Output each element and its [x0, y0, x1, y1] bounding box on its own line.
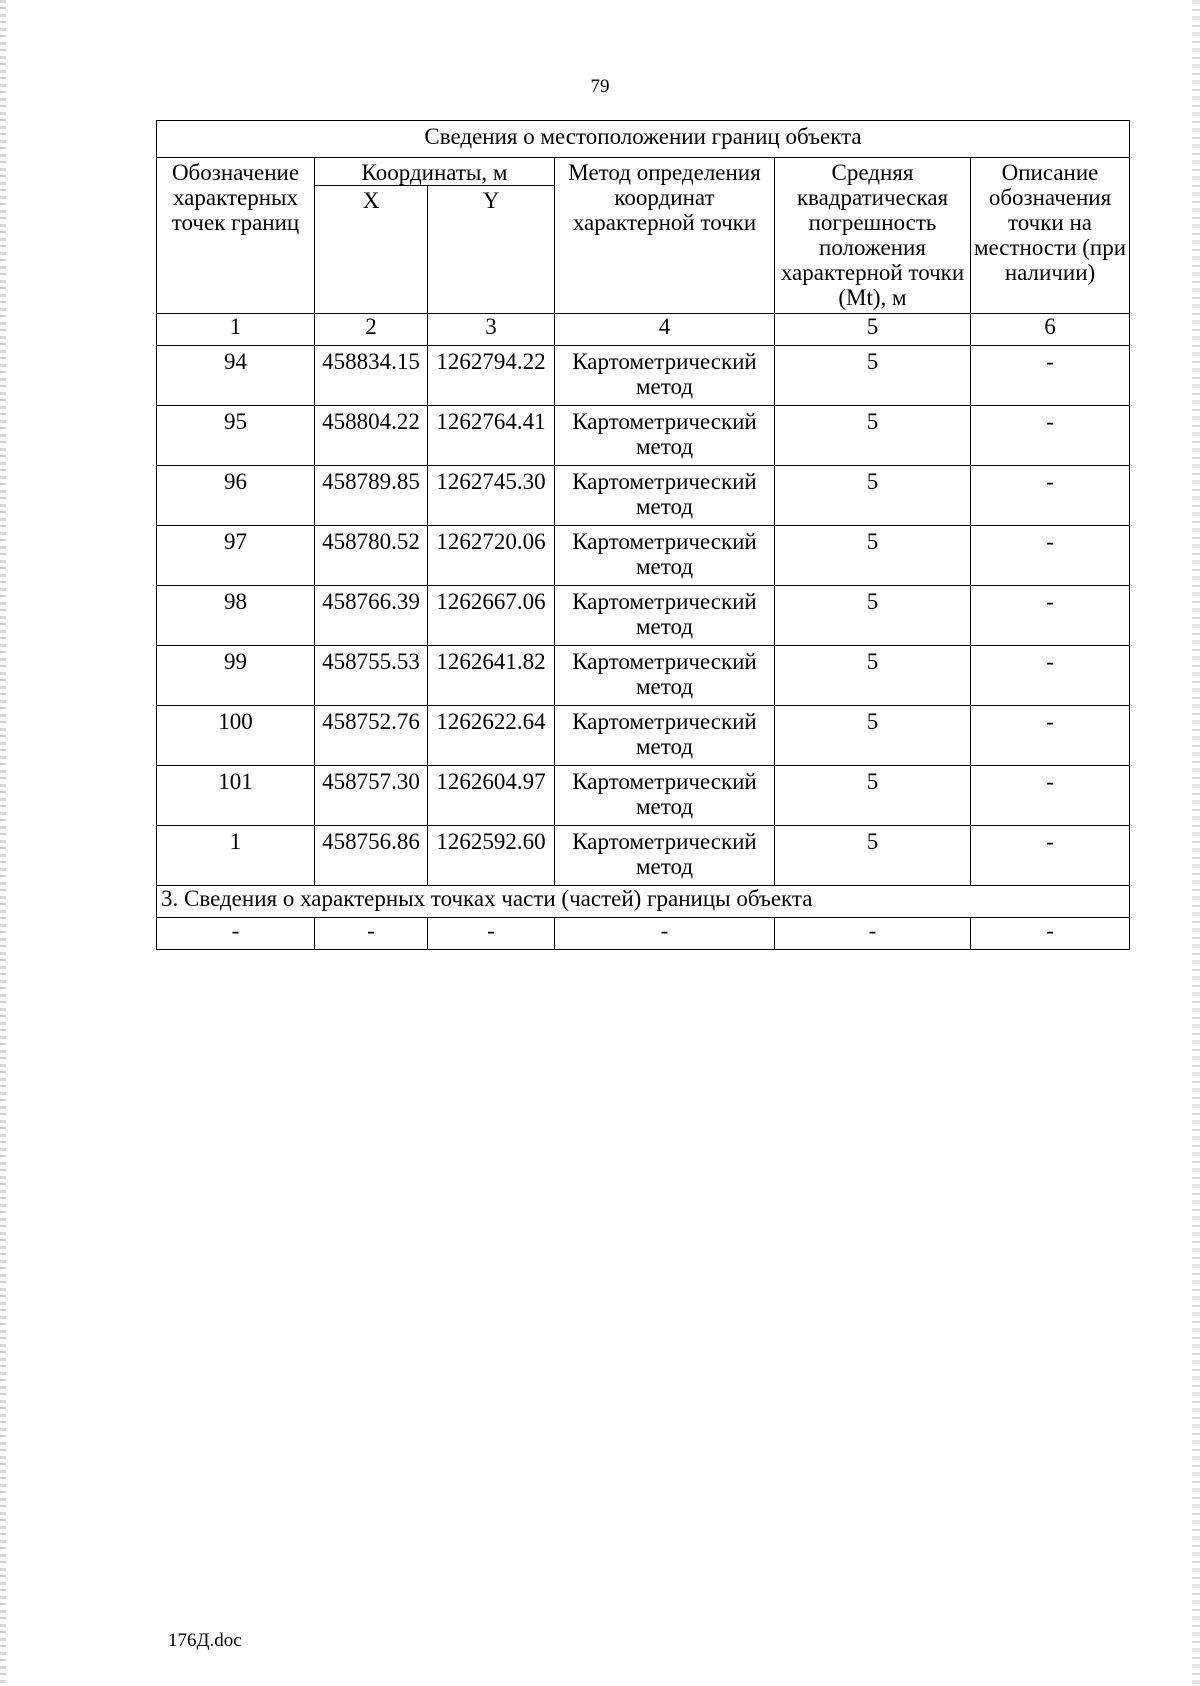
column-number: 4: [555, 314, 775, 346]
x-cell: 458756.86: [315, 826, 428, 886]
description-cell: -: [971, 586, 1130, 646]
x-cell: 458757.30: [315, 766, 428, 826]
description-cell: -: [971, 826, 1130, 886]
header-error: Средняя квадратическая погрешность положения характерной точки (Mt), м: [775, 158, 971, 314]
x-cell: 458766.39: [315, 586, 428, 646]
error-cell: 5: [775, 586, 971, 646]
x-cell: 458780.52: [315, 526, 428, 586]
dash-cell: -: [775, 918, 971, 950]
description-cell: -: [971, 646, 1130, 706]
scan-edge-left: [0, 0, 6, 1686]
dash-cell: -: [971, 918, 1130, 950]
description-cell: -: [971, 766, 1130, 826]
point-cell: 94: [157, 346, 315, 406]
point-cell: 95: [157, 406, 315, 466]
y-cell: 1262622.64: [428, 706, 555, 766]
boundary-table: [156, 120, 1130, 950]
y-cell: 1262592.60: [428, 826, 555, 886]
section-3-title: 3. Сведения о характерных точках части (частей) границы объекта: [157, 886, 1130, 918]
footer-filename: 176Д.doc: [168, 1630, 242, 1651]
point-cell: 98: [157, 586, 315, 646]
description-cell: -: [971, 346, 1130, 406]
method-cell: Картометрический метод: [555, 766, 775, 826]
header-coordinates: Координаты, м: [315, 158, 555, 186]
x-cell: 458789.85: [315, 466, 428, 526]
section-3-row: [157, 918, 1130, 950]
y-cell: 1262745.30: [428, 466, 555, 526]
y-cell: 1262604.97: [428, 766, 555, 826]
header-description: Описание обозначения точки на местности (при наличии): [971, 158, 1130, 314]
header-point-designation: Обозначение характерных точек границ: [157, 158, 315, 314]
point-cell: 96: [157, 466, 315, 526]
error-cell: 5: [775, 826, 971, 886]
table-title: Сведения о местоположении границ объекта: [157, 121, 1130, 158]
point-cell: 99: [157, 646, 315, 706]
description-cell: -: [971, 706, 1130, 766]
x-cell: 458755.53: [315, 646, 428, 706]
column-numbers-row: [157, 314, 1130, 346]
description-cell: -: [971, 466, 1130, 526]
point-cell: 101: [157, 766, 315, 826]
dash-cell: -: [428, 918, 555, 950]
table-row: [157, 406, 1130, 466]
description-cell: -: [971, 526, 1130, 586]
x-cell: 458752.76: [315, 706, 428, 766]
description-cell: -: [971, 406, 1130, 466]
method-cell: Картометрический метод: [555, 406, 775, 466]
column-number: 2: [315, 314, 428, 346]
x-cell: 458804.22: [315, 406, 428, 466]
y-cell: 1262794.22: [428, 346, 555, 406]
page-number: 79: [590, 76, 610, 97]
table-row: [157, 346, 1130, 406]
point-cell: 100: [157, 706, 315, 766]
header-y: Y: [428, 186, 555, 314]
dash-cell: -: [157, 918, 315, 950]
error-cell: 5: [775, 526, 971, 586]
method-cell: Картометрический метод: [555, 706, 775, 766]
scan-edge-right: [1192, 0, 1200, 1686]
dash-cell: -: [555, 918, 775, 950]
table-row: [157, 646, 1130, 706]
point-cell: 1: [157, 826, 315, 886]
header-method: Метод определения координат характерной точки: [555, 158, 775, 314]
method-cell: Картометрический метод: [555, 826, 775, 886]
error-cell: 5: [775, 346, 971, 406]
table-row: [157, 466, 1130, 526]
table-row: [157, 526, 1130, 586]
header-x: X: [315, 186, 428, 314]
dash-cell: -: [315, 918, 428, 950]
error-cell: 5: [775, 766, 971, 826]
error-cell: 5: [775, 466, 971, 526]
method-cell: Картометрический метод: [555, 586, 775, 646]
error-cell: 5: [775, 706, 971, 766]
table-row: [157, 586, 1130, 646]
method-cell: Картометрический метод: [555, 466, 775, 526]
method-cell: Картометрический метод: [555, 646, 775, 706]
y-cell: 1262720.06: [428, 526, 555, 586]
method-cell: Картометрический метод: [555, 346, 775, 406]
error-cell: 5: [775, 646, 971, 706]
column-number: 3: [428, 314, 555, 346]
column-number: 6: [971, 314, 1130, 346]
table-row: [157, 706, 1130, 766]
y-cell: 1262641.82: [428, 646, 555, 706]
y-cell: 1262667.06: [428, 586, 555, 646]
point-cell: 97: [157, 526, 315, 586]
x-cell: 458834.15: [315, 346, 428, 406]
column-number: 1: [157, 314, 315, 346]
table-row: [157, 766, 1130, 826]
table-row: [157, 826, 1130, 886]
y-cell: 1262764.41: [428, 406, 555, 466]
error-cell: 5: [775, 406, 971, 466]
method-cell: Картометрический метод: [555, 526, 775, 586]
column-number: 5: [775, 314, 971, 346]
